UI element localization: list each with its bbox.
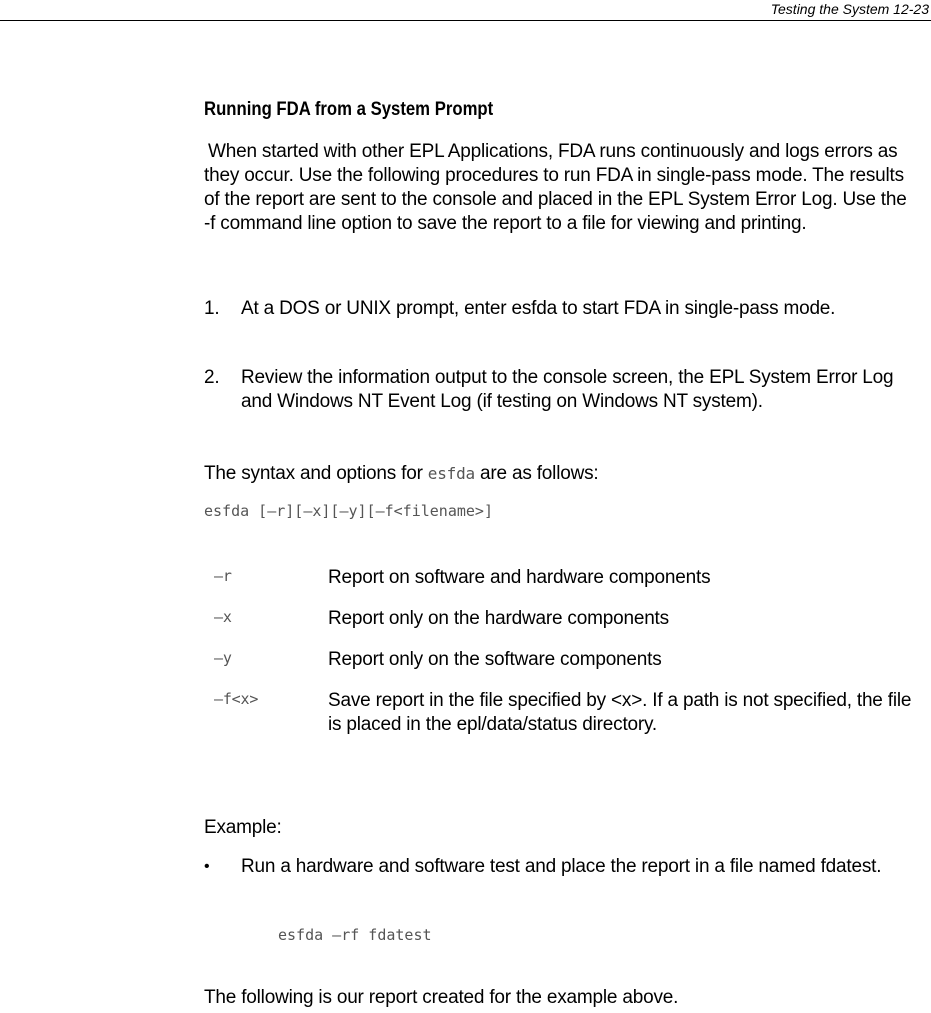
step-number: 1. — [204, 298, 220, 319]
step-number: 2. — [204, 367, 220, 388]
bullet-text: Run a hardware and software test and place the report in a file named fdatest. — [241, 856, 882, 877]
option-description: Report only on the hardware components — [328, 608, 669, 629]
procedure-step — [204, 297, 916, 321]
step-text: Review the information output to the console screen, the EPL System Error Log and Windows NT Event Log (if testing on Windows NT system). — [241, 367, 894, 412]
option-row — [204, 607, 916, 631]
option-flag: –r — [214, 567, 232, 585]
options-table — [204, 566, 916, 754]
option-row — [204, 689, 916, 737]
example-label: Example: — [204, 817, 282, 838]
section-title: Running FDA from a System Prompt — [204, 99, 494, 120]
syntax-prefix: The syntax and options for — [204, 463, 428, 484]
closing-sentence: The following is our report created for the example above. — [204, 987, 679, 1008]
running-header: Testing the System 12-23 — [770, 1, 929, 17]
usage-syntax: esfda [–r][–x][–y][–f<filename>] — [204, 502, 493, 520]
option-row — [204, 566, 916, 590]
syntax-suffix: are as follows: — [474, 463, 599, 484]
option-row — [204, 648, 916, 672]
intro-paragraph: When started with other EPL Applications, FDA runs continuously and logs errors as they occur. Use the following procedures to run FDA in single-pass mode. The results of the report are sent to the console and placed in the EPL System Error Log. Use the -f command line option to save the report to a file for viewing and printing. — [204, 141, 907, 234]
option-flag: –y — [214, 649, 232, 667]
bullet-icon: • — [204, 858, 210, 875]
option-description: Report only on the software components — [328, 649, 662, 670]
syntax-command: esfda — [427, 464, 475, 483]
option-description: Save report in the file specified by <x>. If a path is not specified, the file is placed in the epl/data/status directory. — [328, 690, 912, 735]
header-divider — [0, 20, 931, 21]
example-bullet — [204, 855, 916, 879]
option-description: Report on software and hardware components — [328, 567, 711, 588]
syntax-intro — [204, 462, 599, 486]
option-flag: –x — [214, 608, 232, 626]
step-text: At a DOS or UNIX prompt, enter esfda to start FDA in single-pass mode. — [241, 298, 836, 319]
option-flag: –f<x> — [214, 690, 259, 708]
procedure-step — [204, 366, 916, 414]
example-command: esfda –rf fdatest — [278, 926, 432, 944]
